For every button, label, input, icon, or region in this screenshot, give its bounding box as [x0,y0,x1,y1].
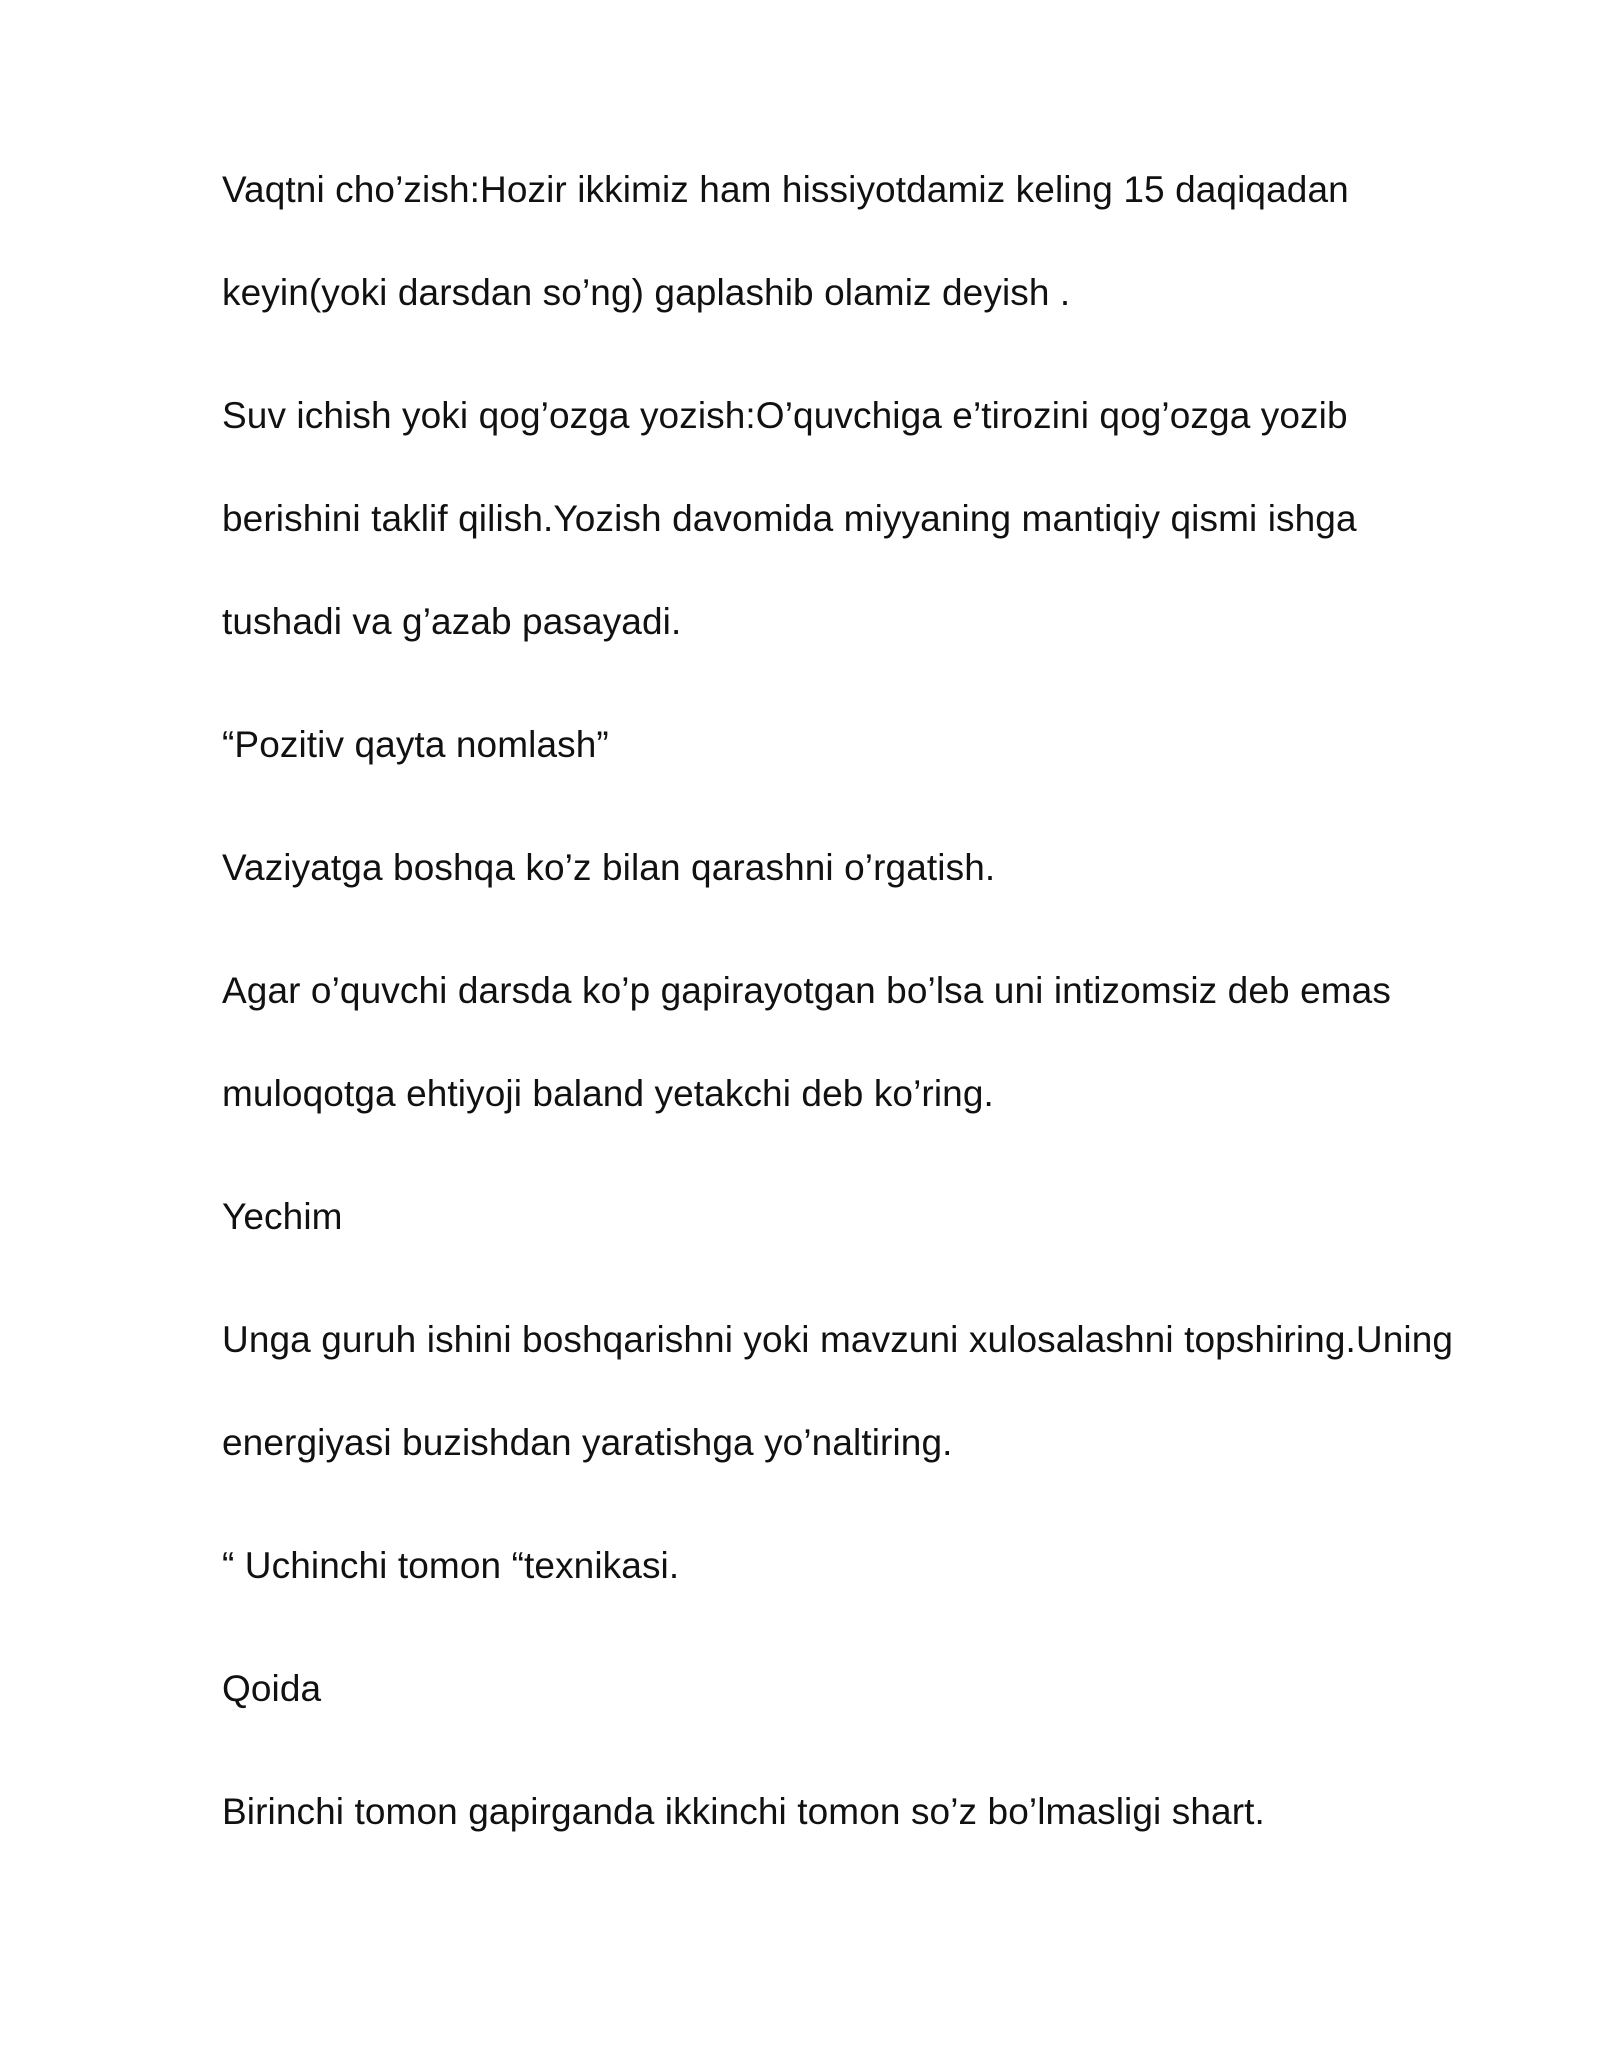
text-line: muloqotga ehtiyoji baland yetakchi deb ko’ring. [222,1073,994,1114]
text-line: tushadi va g’azab pasayadi. [222,601,682,642]
text-line: “Pozitiv qayta nomlash” [222,724,609,765]
text-line: Yechim [222,1196,343,1237]
text-line: “ Uchinchi tomon “texnikasi. [222,1545,680,1586]
text-line: Unga guruh ishini boshqarishni yoki mavzuni xulosalashni topshiring.Uning [222,1319,1454,1360]
paragraph-time-stretch [222,138,1502,344]
paragraph-rule-body [222,1760,1502,1863]
text-line: Agar o’quvchi darsda ko’p gapirayotgan bo’lsa uni intizomsiz deb emas [222,970,1391,1011]
text-line: Vaqtni cho’zish:Hozir ikkimiz ham hissiyotdamiz keling 15 daqiqadan [222,169,1349,210]
document-body [222,138,1502,1883]
paragraph-solution-body [222,1288,1502,1494]
text-line: Suv ichish yoki qog’ozga yozish:O’quvchiga e’tirozini qog’ozga yozib [222,395,1348,436]
heading-positive-reframing [222,693,1502,796]
text-line: Qoida [222,1668,322,1709]
heading-third-party-technique [222,1514,1502,1617]
text-line: Birinchi tomon gapirganda ikkinchi tomon so’z bo’lmasligi shart. [222,1791,1265,1832]
paragraph-talkative-student [222,939,1502,1145]
text-line: keyin(yoki darsdan so’ng) gaplashib olamiz deyish . [222,272,1071,313]
text-line: energiyasi buzishdan yaratishga yo’naltiring. [222,1422,953,1463]
paragraph-water-writing [222,364,1502,673]
heading-rule [222,1637,1502,1740]
paragraph-another-view [222,816,1502,919]
text-line: Vaziyatga boshqa ko’z bilan qarashni o’rgatish. [222,847,996,888]
text-line: berishini taklif qilish.Yozish davomida miyyaning mantiqiy qismi ishga [222,498,1357,539]
heading-solution [222,1165,1502,1268]
